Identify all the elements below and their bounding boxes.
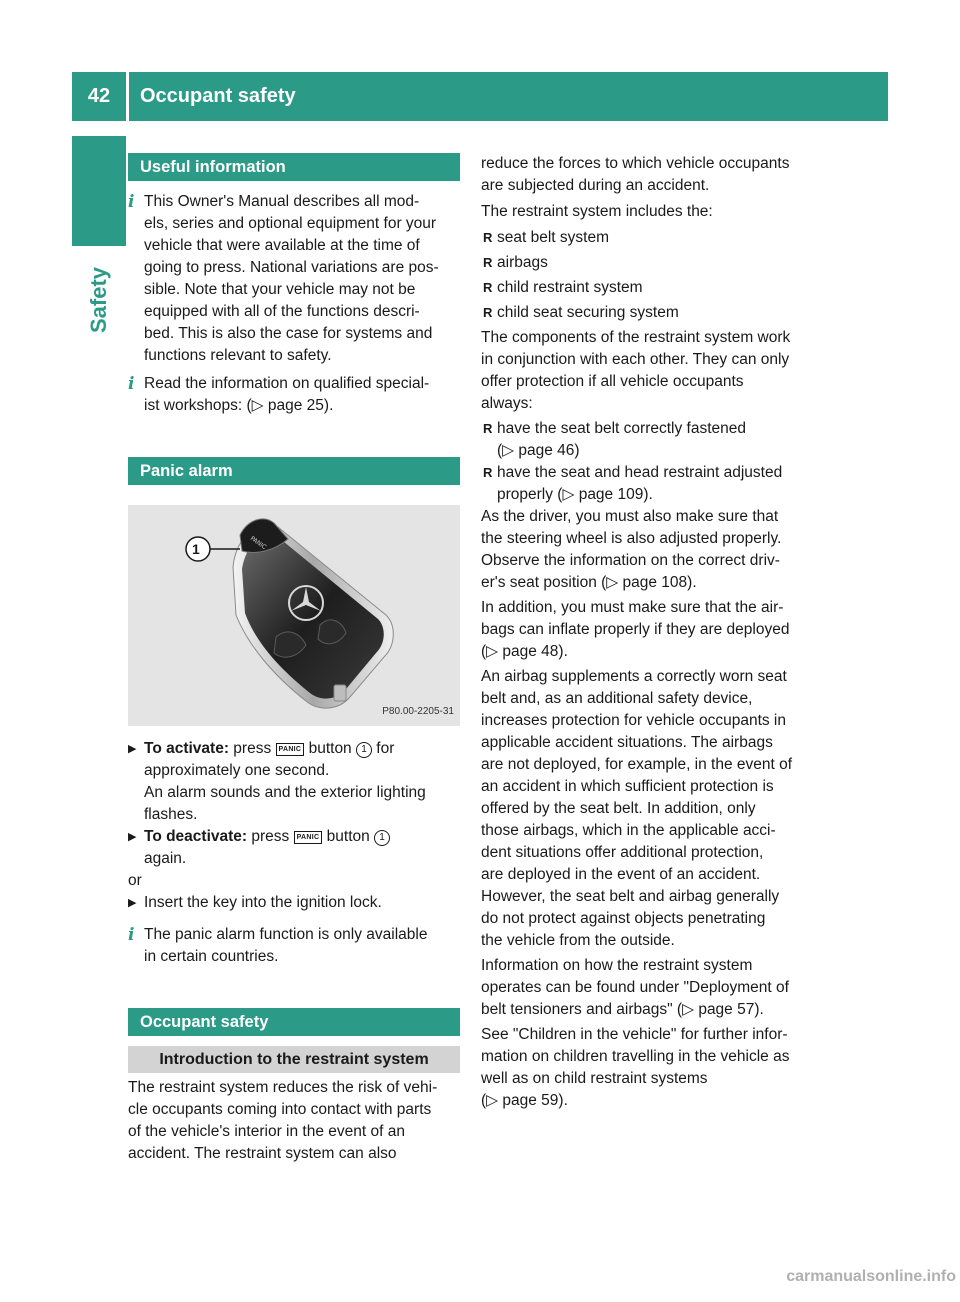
list-item [481,418,813,462]
button-text: button [304,740,356,757]
page-title: Occupant safety [140,85,296,107]
intro-paragraph [128,1077,460,1165]
side-tab-marker [72,136,126,246]
text-line: belt tensioners and airbags" (▷ page 57). [481,1001,764,1018]
text-line: In addition, you must make sure that the air- [481,599,784,616]
text-line: are deployed in the event of an accident. [481,866,761,883]
list-item-text: child restraint system [497,279,643,296]
text-line: approximately one second. [144,762,330,779]
text-line: the steering wheel is also adjusted properly. [481,530,782,547]
text-line: However, the seat belt and airbag generally [481,888,780,905]
callout-icon: 1 [356,742,372,758]
step-insert-key [128,892,460,914]
text-line: (▷ page 48). [481,643,568,660]
text-line: belt and, as an additional safety device, [481,690,753,707]
text-line: those airbags, which in the applicable acci- [481,822,776,839]
list-item [481,227,813,249]
list-item [481,252,813,274]
text-line: er's seat position (▷ page 108). [481,574,697,591]
text-line: cle occupants coming into contact with parts [128,1101,432,1118]
deactivate-label: To deactivate: [144,828,248,845]
list-item-text: have the seat belt correctly fastened [497,420,747,437]
text-line: The components of the restraint system work [481,329,791,346]
text-line: do not protect against objects penetrating [481,910,766,927]
text-line: The panic alarm function is only available [144,926,428,943]
list-item-text: have the seat and head restraint adjusted [497,464,783,481]
text-line: equipped with all of the functions descri- [144,303,420,320]
bullet-r-icon: R [483,465,493,480]
text-line: ist workshops: (▷ page 25). [144,397,334,414]
list-item-text: child seat securing system [497,304,679,321]
text-line: increases protection for vehicle occupants in [481,712,786,729]
info-icon: i [128,192,135,212]
header-divider [126,72,129,121]
watermark: carmanualsonline.info [786,1268,956,1285]
driver-paragraph [481,506,813,594]
panic-button-symbol: PANIC [294,831,323,844]
info-note [128,924,460,968]
text-line: bed. This is also the case for systems and [144,325,433,342]
section-heading-panic-alarm: Panic alarm [128,457,460,485]
text-line: The restraint system reduces the risk of vehi- [128,1079,438,1096]
step-deactivate [128,826,460,870]
figure-label: P80.00-2205-31 [382,706,454,717]
text-line: well as on child restraint systems [481,1070,708,1087]
key-fob-figure [128,505,460,726]
text-line: flashes. [144,806,198,823]
text-line: See "Children in the vehicle" for further infor- [481,1026,788,1043]
side-tab-label: Safety [86,266,111,334]
info-icon: i [128,374,135,394]
list-item-text: seat belt system [497,229,609,246]
list-item-text: properly (▷ page 109). [497,486,653,503]
info-paragraph [481,955,813,1021]
text-line: the vehicle from the outside. [481,932,675,949]
text-line: (▷ page 59). [481,1092,568,1109]
section-heading-useful-information: Useful information [128,153,460,181]
button-text: button [322,828,375,845]
list-item-text: airbags [497,254,548,271]
continuation-paragraph [481,153,813,197]
includes-text: The restraint system includes the: [481,203,713,220]
panic-button-symbol: PANIC [276,743,305,756]
text-line: Read the information on qualified special- [144,375,430,392]
text-line: always: [481,395,533,412]
list-item [481,302,813,324]
arrow-right-icon: ▶ [128,743,137,755]
bullet-r-icon: R [483,230,493,245]
info-icon: i [128,925,135,945]
callout-icon: 1 [374,830,390,846]
activate-text: press [229,740,276,757]
text-line: dent situations offer additional protection, [481,844,764,861]
step-activate [128,738,460,826]
text-line: bags can inflate properly if they are deployed [481,621,790,638]
left-column [128,153,460,1165]
for-text: for [372,740,395,757]
text-line: An alarm sounds and the exterior lighting [144,784,426,801]
text-line: offered by the seat belt. In addition, only [481,800,756,817]
text-line: vehicle that were available at the time of [144,237,420,254]
info-note [128,373,460,417]
text-line: going to press. National variations are pos- [144,259,439,276]
arrow-right-icon: ▶ [128,897,137,909]
bullet-r-icon: R [483,255,493,270]
callout-number: 1 [192,541,200,557]
text-line: Insert the key into the ignition lock. [144,894,382,911]
text-line: This Owner's Manual describes all mod- [144,193,420,210]
svg-text:PANIC: PANIC [248,535,268,552]
text-line: again. [144,850,187,867]
bullet-r-icon: R [483,305,493,320]
text-line: in certain countries. [144,948,279,965]
text-line: accident. The restraint system can also [128,1145,397,1162]
text-line: are not deployed, for example, in the event of [481,756,793,773]
bullet-r-icon: R [483,421,493,436]
list-item-text: (▷ page 46) [497,442,580,459]
page-number: 42 [87,85,111,107]
text-line: mation on children travelling in the vehicle as [481,1048,790,1065]
components-paragraph [481,327,813,415]
text-line: applicable accident situations. The airbags [481,734,773,751]
text-line: An airbag supplements a correctly worn seat [481,668,787,685]
text-line: in conjunction with each other. They can only [481,351,790,368]
key-fob-illustration [128,505,460,726]
airbag-supplement-paragraph [481,666,813,952]
activate-label: To activate: [144,740,229,757]
text-line: operates can be found under "Deployment of [481,979,789,996]
text-line: Information on how the restraint system [481,957,753,974]
deactivate-text: press [247,828,294,845]
children-paragraph [481,1024,813,1112]
info-note [128,191,460,367]
text-line: functions relevant to safety. [144,347,332,364]
arrow-right-icon: ▶ [128,831,137,843]
text-line: reduce the forces to which vehicle occupants [481,155,790,172]
or-text: or [128,872,142,889]
section-heading-occupant-safety: Occupant safety [128,1008,460,1036]
text-line: are subjected during an accident. [481,177,710,194]
text-line: els, series and optional equipment for your [144,215,437,232]
right-column [481,153,813,1112]
bullet-r-icon: R [483,280,493,295]
text-line: offer protection if all vehicle occupants [481,373,744,390]
text-line: As the driver, you must also make sure that [481,508,779,525]
text-line: sible. Note that your vehicle may not be [144,281,416,298]
text-line: an accident in which sufficient protection is [481,778,774,795]
side-tab [72,250,126,360]
airbag-inflate-paragraph [481,597,813,663]
list-item [481,462,813,506]
list-item [481,277,813,299]
subheading-restraint-system: Introduction to the restraint system [128,1046,460,1073]
text-line: of the vehicle's interior in the event of an [128,1123,405,1140]
text-line: Observe the information on the correct driv- [481,552,780,569]
